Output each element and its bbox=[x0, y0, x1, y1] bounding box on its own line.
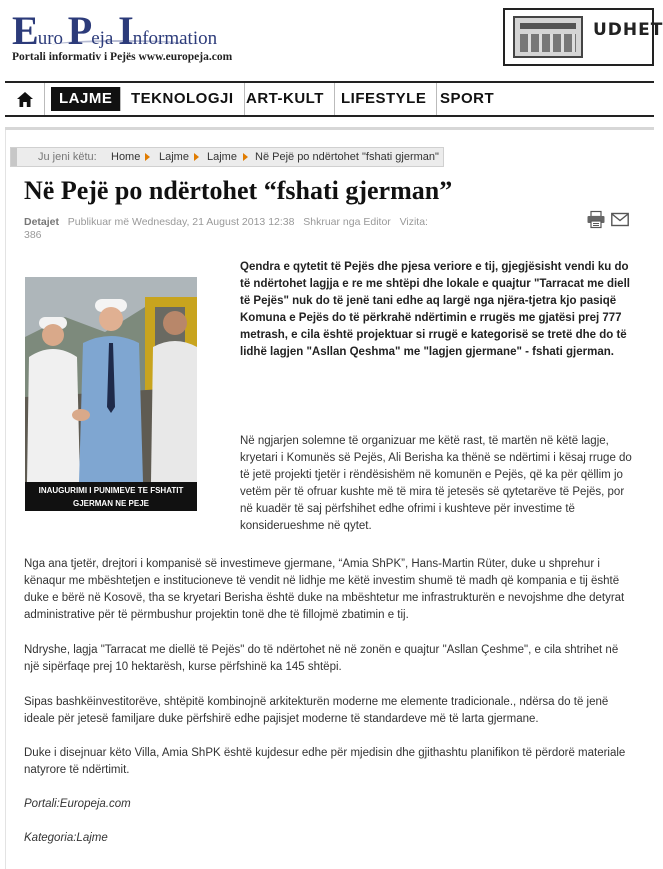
breadcrumb-lajme[interactable]: Lajme bbox=[159, 151, 189, 163]
main-nav bbox=[5, 81, 654, 117]
article-paragraph: Sipas bashkëinvestitorëve, shtëpitë kombinojnë arkitekturën moderne me elemente tradicionale., ndërsa do të jenë ideale për jetesë familjare duke përfshirë edhe pajisjet moderne të standardeve më të larta gjermane. bbox=[24, 696, 609, 725]
breadcrumb-arrow-icon bbox=[194, 153, 199, 161]
meta-category[interactable]: Detajet bbox=[24, 216, 60, 228]
site-header bbox=[0, 0, 663, 80]
article-category: Kategoria:Lajme bbox=[24, 832, 108, 844]
breadcrumb-lajme-2[interactable]: Lajme bbox=[207, 151, 237, 163]
logo-wordmark: Euro Peja Information bbox=[12, 8, 218, 53]
photo-illustration bbox=[25, 277, 197, 482]
home-icon bbox=[17, 92, 33, 107]
nav-home[interactable] bbox=[5, 83, 45, 115]
breadcrumb bbox=[10, 147, 444, 167]
banner-screen-image bbox=[513, 16, 583, 58]
article-source: Portali:Europeja.com bbox=[24, 798, 131, 810]
breadcrumb-arrow-icon bbox=[243, 153, 248, 161]
email-icon[interactable] bbox=[611, 211, 629, 228]
logo-tagline: Portali informativ i Pejës www.europeja.com bbox=[12, 51, 233, 63]
meta-hits: 386 bbox=[24, 229, 42, 241]
photo-scene bbox=[25, 277, 197, 482]
breadcrumb-arrow-icon bbox=[145, 153, 150, 161]
nav-item-sport[interactable]: SPORT bbox=[440, 90, 495, 107]
banner-text: UDHET bbox=[593, 20, 663, 40]
nav-item-lajme[interactable]: LAJME bbox=[51, 87, 121, 111]
breadcrumb-home[interactable]: Home bbox=[111, 151, 141, 163]
article-image bbox=[25, 277, 197, 511]
meta-published: Publikuar më Wednesday, 21 August 2013 12:38 bbox=[67, 216, 295, 228]
article-paragraph: Në ngjarjen solemne të organizuar me këtë rast, të martën në këtë lagje, kryetari i Komunës së Pejës, Ali Berisha ka thënë se ndërtimi i kësaj rruge do të jetë projekti tjetër i rëndësishëm në komunën e Pejës, që ka për qëllim jo vetëm për të ofruar kushte më të mira të jetesës së qytetarëve të Pejës, por në kuadër të saj përfshihet edhe ofrimi i kushteve për investime të konsiderueshme në qytet. bbox=[240, 435, 632, 532]
image-caption: INAUGURIMI I PUNIMEVE TE FSHATIT GJERMAN NE PEJE bbox=[25, 482, 197, 511]
article-tools bbox=[587, 211, 629, 229]
breadcrumb-edge bbox=[11, 148, 17, 166]
article-meta bbox=[24, 216, 474, 242]
nav-item-teknologji[interactable]: TEKNOLOGJI bbox=[121, 83, 245, 115]
breadcrumb-current: Në Pejë po ndërtohet "fshati gjerman" bbox=[255, 151, 439, 163]
nav-item-lifestyle[interactable]: LIFESTYLE bbox=[331, 83, 437, 115]
article-paragraph: Duke i disejnuar këto Villa, Amia ShPK është kujdesur edhe për mjedisin dhe gjithashtu planifikon të përdorë materiale natyrore të ndërtimit. bbox=[24, 747, 626, 776]
article-paragraph: Nga ana tjetër, drejtori i kompanisë së investimeve gjermane, “Amia ShPK”, Hans-Martin Rüter, duke u shprehur i kënaqur me mbështetjen e institucioneve të vendit në lidhje me këtë investim shumë të madh që kompania e tij është duke e bërë në Kosovë, tha se kryetari Berisha është duke na mbështetur me infrastrukturën e nevojshme dhe detyrat administrative për të përmbushur projektin tonë dhe të fillojmë zbatimin e tij. bbox=[24, 558, 625, 621]
meta-author: Shkruar nga Editor bbox=[303, 216, 391, 228]
article-lead: Qendra e qytetit të Pejës dhe pjesa veriore e tij, gjegjësisht vendi ku do të ndërtohet lagjja e re me shtëpi dhe lokale e quajtur "Tarracat me diell të Pejës" nuk do të jenë tani edhe aq largë nga njëra-tjetra kjo pasiqë Komuna e Pejës do të përkrahë ndërtimin e rrugës me gjatësi prej 777 metrash, e cila është projektuar si rrugë e kategorisë se tretë dhe do të lidhë lagjen "Asllan Qeshma" me "lagjen gjermane" - fshati gjerman. bbox=[240, 261, 630, 358]
meta-hits-label: Vizita: bbox=[399, 216, 428, 228]
site-logo[interactable] bbox=[12, 10, 237, 70]
nav-item-art-kult[interactable]: ART-KULT bbox=[236, 83, 335, 115]
print-icon[interactable] bbox=[587, 211, 605, 228]
article-title: Në Pejë po ndërtohet “fshati gjerman” bbox=[24, 176, 453, 205]
ad-banner[interactable] bbox=[503, 8, 663, 66]
article-paragraph: Ndryshe, lagja "Tarracat me diellë të Pejës" do të ndërtohet në në zonën e quajtur "Asllan Çeshme", e cila shtrihet në një sipërfaqe prej 10 hektarësh, kurse përfshinë ka 145 shtëpi. bbox=[24, 644, 619, 673]
breadcrumb-prefix: Ju jeni këtu: bbox=[38, 151, 97, 163]
